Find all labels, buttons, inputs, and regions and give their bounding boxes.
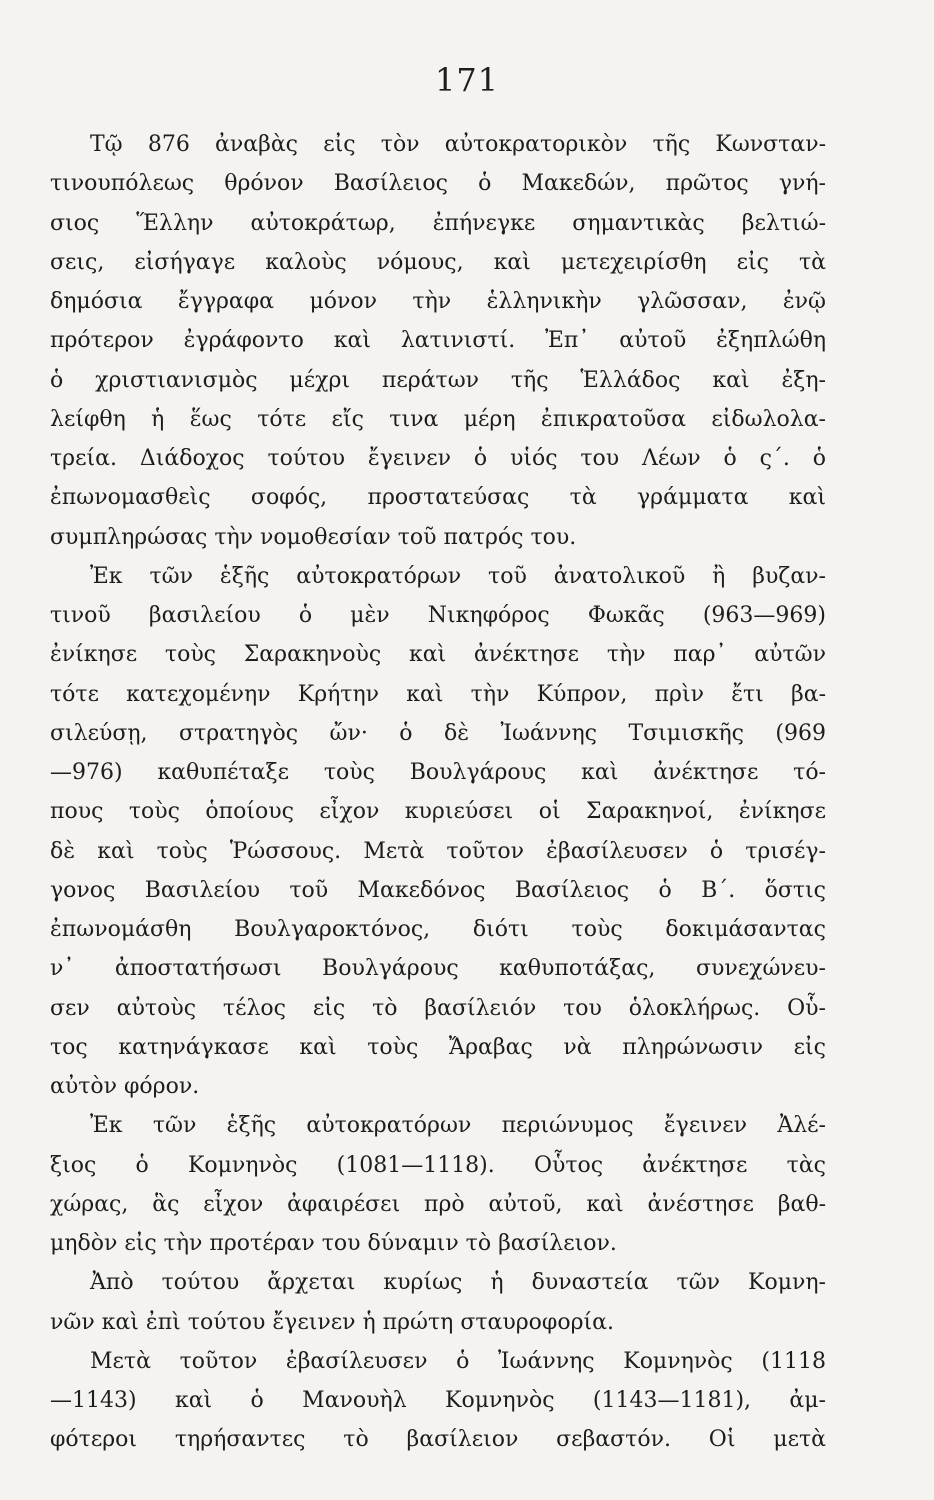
- text-line: δὲ καὶ τοὺς Ῥώσσους. Μετὰ τοῦτον ἐβασίλευσεν ὁ τρισέγ-: [50, 838, 826, 864]
- text-line: ἐπωνομάσθη Βουλγαροκτόνος, διότι τοὺς δοκιμάσαντας: [50, 917, 826, 942]
- text-line: τινουπόλεως θρόνον Βασίλειος ὁ Μακεδών, πρῶτος γνή-: [50, 171, 826, 197]
- text-line: συμπληρώσας τὴν νομοθεσίαν τοῦ πατρός του.: [50, 524, 577, 550]
- text-line: ἐνίκησε τοὺς Σαρακηνοὺς καὶ ἀνέκτησε τὴν παρ᾽ αὐτῶν: [50, 642, 826, 668]
- text-line: ξιος ὁ Κομνηνὸς (1081—1118). Οὗτος ἀνέκτησε τὰς: [50, 1152, 826, 1178]
- text-line: νῶν καὶ ἐπὶ τούτου ἔγεινεν ἡ πρώτη σταυροφορία.: [50, 1309, 614, 1335]
- text-line: Ἀπὸ τούτου ἄρχεται κυρίως ἡ δυναστεία τῶν Κομνη-: [90, 1270, 826, 1296]
- text-line: λείφθη ἡ ἕως τότε εἴς τινα μέρη ἐπικρατοῦσα εἰδωλολα-: [50, 406, 826, 432]
- text-line: σιλεύσῃ, στρατηγὸς ὤν· ὁ δὲ Ἰωάννης Τσιμισκῆς (969: [50, 720, 826, 746]
- text-line: ἐπωνομασθεὶς σοφός, προστατεύσας τὰ γράμματα καὶ: [50, 485, 826, 511]
- text-line: σιος Ἕλλην αὐτοκράτωρ, ἐπήνεγκε σημαντικὰς βελτιώ-: [50, 210, 826, 236]
- text-line: γονος Βασιλείου τοῦ Μακεδόνος Βασίλειος ὁ Β΄. ὅστις: [50, 877, 826, 903]
- text-line: πους τοὺς ὁποίους εἶχον κυριεύσει οἱ Σαρακηνοί, ἐνίκησε: [50, 799, 826, 825]
- text-line: ὁ χριστιανισμὸς μέχρι περάτων τῆς Ἑλλάδος καὶ ἐξη-: [50, 367, 826, 393]
- text-line: δημόσια ἔγγραφα μόνον τὴν ἑλληνικὴν γλῶσσαν, ἐνῷ: [50, 289, 826, 314]
- text-line: Ἐκ τῶν ἑξῆς αὐτοκρατόρων τοῦ ἀνατολικοῦ ἢ βυζαν-: [90, 563, 826, 589]
- text-line: Ἐκ τῶν ἑξῆς αὐτοκρατόρων περιώνυμος ἔγεινεν Ἀλέ-: [90, 1113, 826, 1139]
- text-line: φότεροι τηρήσαντες τὸ βασίλειον σεβαστόν. Οἱ μετὰ: [50, 1427, 826, 1453]
- text-line: τος κατηνάγκασε καὶ τοὺς Ἄραβας νὰ πληρώνωσιν εἰς: [50, 1034, 826, 1060]
- text-line: αὐτὸν φόρον.: [50, 1074, 200, 1099]
- text-line: σεις, εἰσήγαγε καλοὺς νόμους, καὶ μετεχειρίσθη εἰς τὰ: [50, 249, 826, 275]
- page-number: 171: [434, 61, 500, 99]
- text-line: σεν αὐτοὺς τέλος εἰς τὸ βασίλειόν του ὁλοκλήρως. Οὗ-: [50, 995, 826, 1021]
- text-line: ν᾽ ἀποστατήσωσι Βουλγάρους καθυποτάξας, συνεχώνευ-: [50, 956, 826, 982]
- text-line: μηδὸν εἰς τὴν προτέραν του δύναμιν τὸ βασίλειον.: [50, 1231, 617, 1256]
- text-line: Τῷ 876 ἀναβὰς εἰς τὸν αὐτοκρατορικὸν τῆς Κωνσταν-: [90, 132, 826, 157]
- text-line: τινοῦ βασιλείου ὁ μὲν Νικηφόρος Φωκᾶς (963—969): [50, 603, 826, 628]
- text-line: πρότερον ἐγράφοντο καὶ λατινιστί. Ἐπ᾽ αὐτοῦ ἐξηπλώθη: [50, 328, 826, 354]
- text-line: Μετὰ τοῦτον ἐβασίλευσεν ὁ Ἰωάννης Κομνηνὸς (1118: [90, 1348, 826, 1374]
- body-text: [50, 125, 826, 1460]
- text-line: τότε κατεχομένην Κρήτην καὶ τὴν Κύπρον, πρὶν ἔτι βα-: [50, 681, 826, 707]
- text-line: τρεία. Διάδοχος τούτου ἔγεινεν ὁ υἱός του Λέων ὁ ς΄. ὁ: [50, 446, 826, 471]
- text-line: —976) καθυπέταξε τοὺς Βουλγάρους καὶ ἀνέκτησε τό-: [50, 760, 826, 785]
- text-line: —1143) καὶ ὁ Μανουὴλ Κομνηνὸς (1143—1181), ἀμ-: [50, 1388, 826, 1413]
- text-line: χώρας, ἃς εἶχον ἀφαιρέσει πρὸ αὐτοῦ, καὶ ἀνέστησε βαθ-: [50, 1191, 826, 1217]
